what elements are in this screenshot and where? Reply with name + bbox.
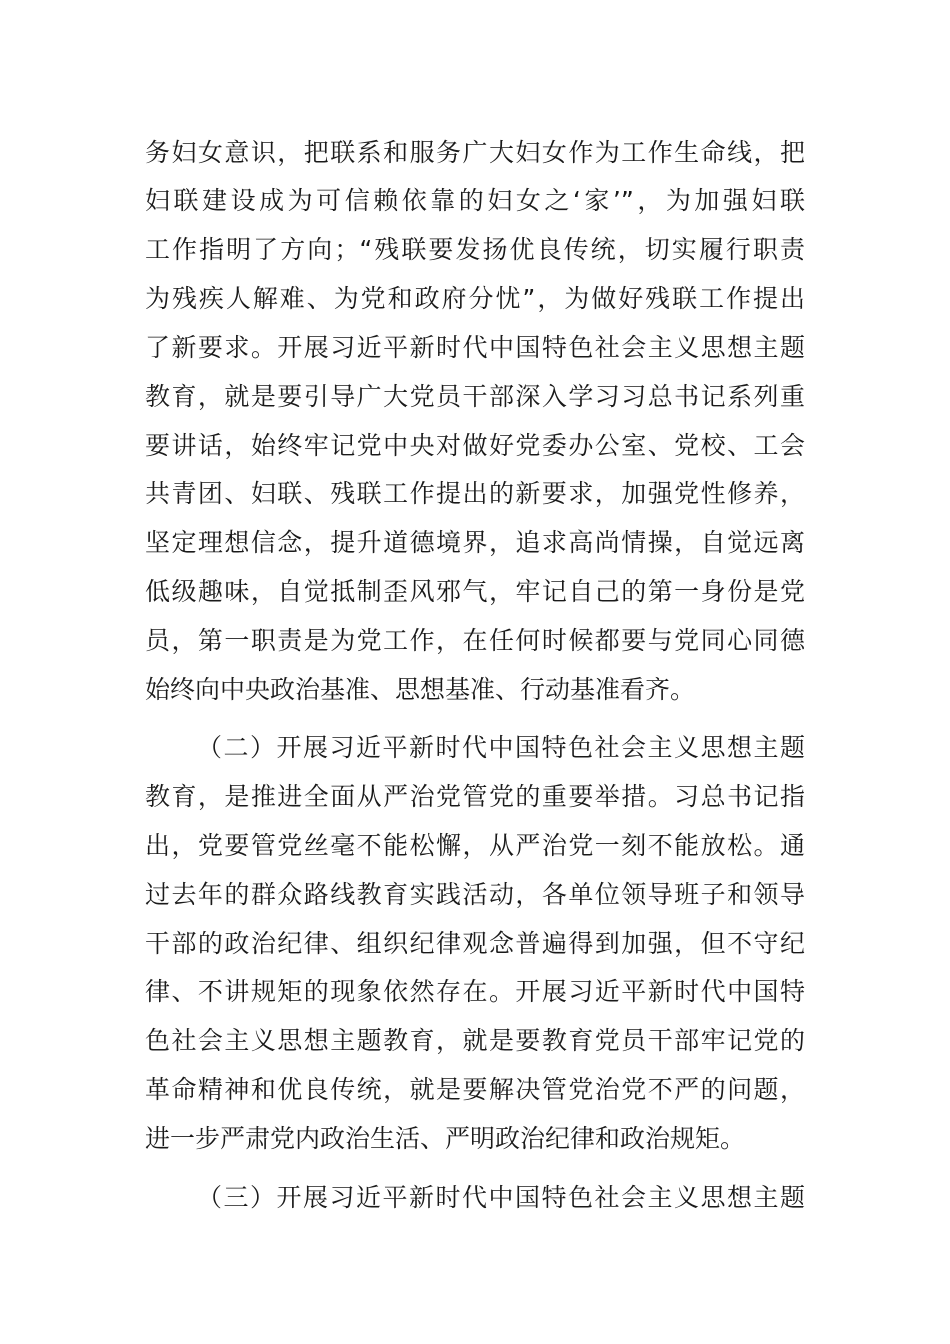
body-text-line: 坚定理想信念，提升道德境界，追求高尚情操，自觉远离 <box>145 528 805 557</box>
body-text-line: 妇联建设成为可信赖依靠的妇女之‘家’”，为加强妇联 <box>145 186 805 215</box>
body-text-line: 进一步严肃党内政治生活、严明政治纪律和政治规矩。 <box>145 1124 746 1153</box>
body-text-line: 员，第一职责是为党工作，在任何时候都要与党同心同德 <box>145 626 805 655</box>
body-text-line: 了新要求。开展习近平新时代中国特色社会主义思想主题 <box>145 333 805 362</box>
body-text-line: 革命精神和优良传统，就是要解决管党治党不严的问题， <box>145 1075 805 1104</box>
body-text-line: 务妇女意识，把联系和服务广大妇女作为工作生命线，把 <box>145 138 805 167</box>
body-text-line: 工作指明了方向；“残联要发扬优良传统，切实履行职责 <box>145 235 805 264</box>
body-text-line: 出，党要管党丝毫不能松懈，从严治党一刻不能放松。通 <box>145 831 805 860</box>
section-heading-line: （三）开展习近平新时代中国特色社会主义思想主题 <box>197 1183 805 1212</box>
body-text-line: 教育，是推进全面从严治党管党的重要举措。习总书记指 <box>145 782 805 811</box>
body-text-line: 教育，就是要引导广大党员干部深入学习习总书记系列重 <box>145 382 805 411</box>
body-text-line: 要讲话，始终牢记党中央对做好党委办公室、党校、工会 <box>145 431 805 460</box>
body-text-line: 干部的政治纪律、组织纪律观念普遍得到加强，但不守纪 <box>145 929 805 958</box>
body-text-line: 共青团、妇联、残联工作提出的新要求，加强党性修养， <box>145 479 805 508</box>
body-text-line: 色社会主义思想主题教育，就是要教育党员干部牢记党的 <box>145 1026 805 1055</box>
body-text-line: 律、不讲规矩的现象依然存在。开展习近平新时代中国特 <box>145 977 805 1006</box>
body-text-line: 低级趣味，自觉抵制歪风邪气，牢记自己的第一身份是党 <box>145 577 805 606</box>
body-text-line: 为残疾人解难、为党和政府分忧”，为做好残联工作提出 <box>145 284 805 313</box>
body-text-line: 过去年的群众路线教育实践活动，各单位领导班子和领导 <box>145 880 805 909</box>
body-text-line: 始终向中央政治基准、思想基准、行动基准看齐。 <box>145 675 696 704</box>
section-heading-line: （二）开展习近平新时代中国特色社会主义思想主题 <box>197 733 805 762</box>
